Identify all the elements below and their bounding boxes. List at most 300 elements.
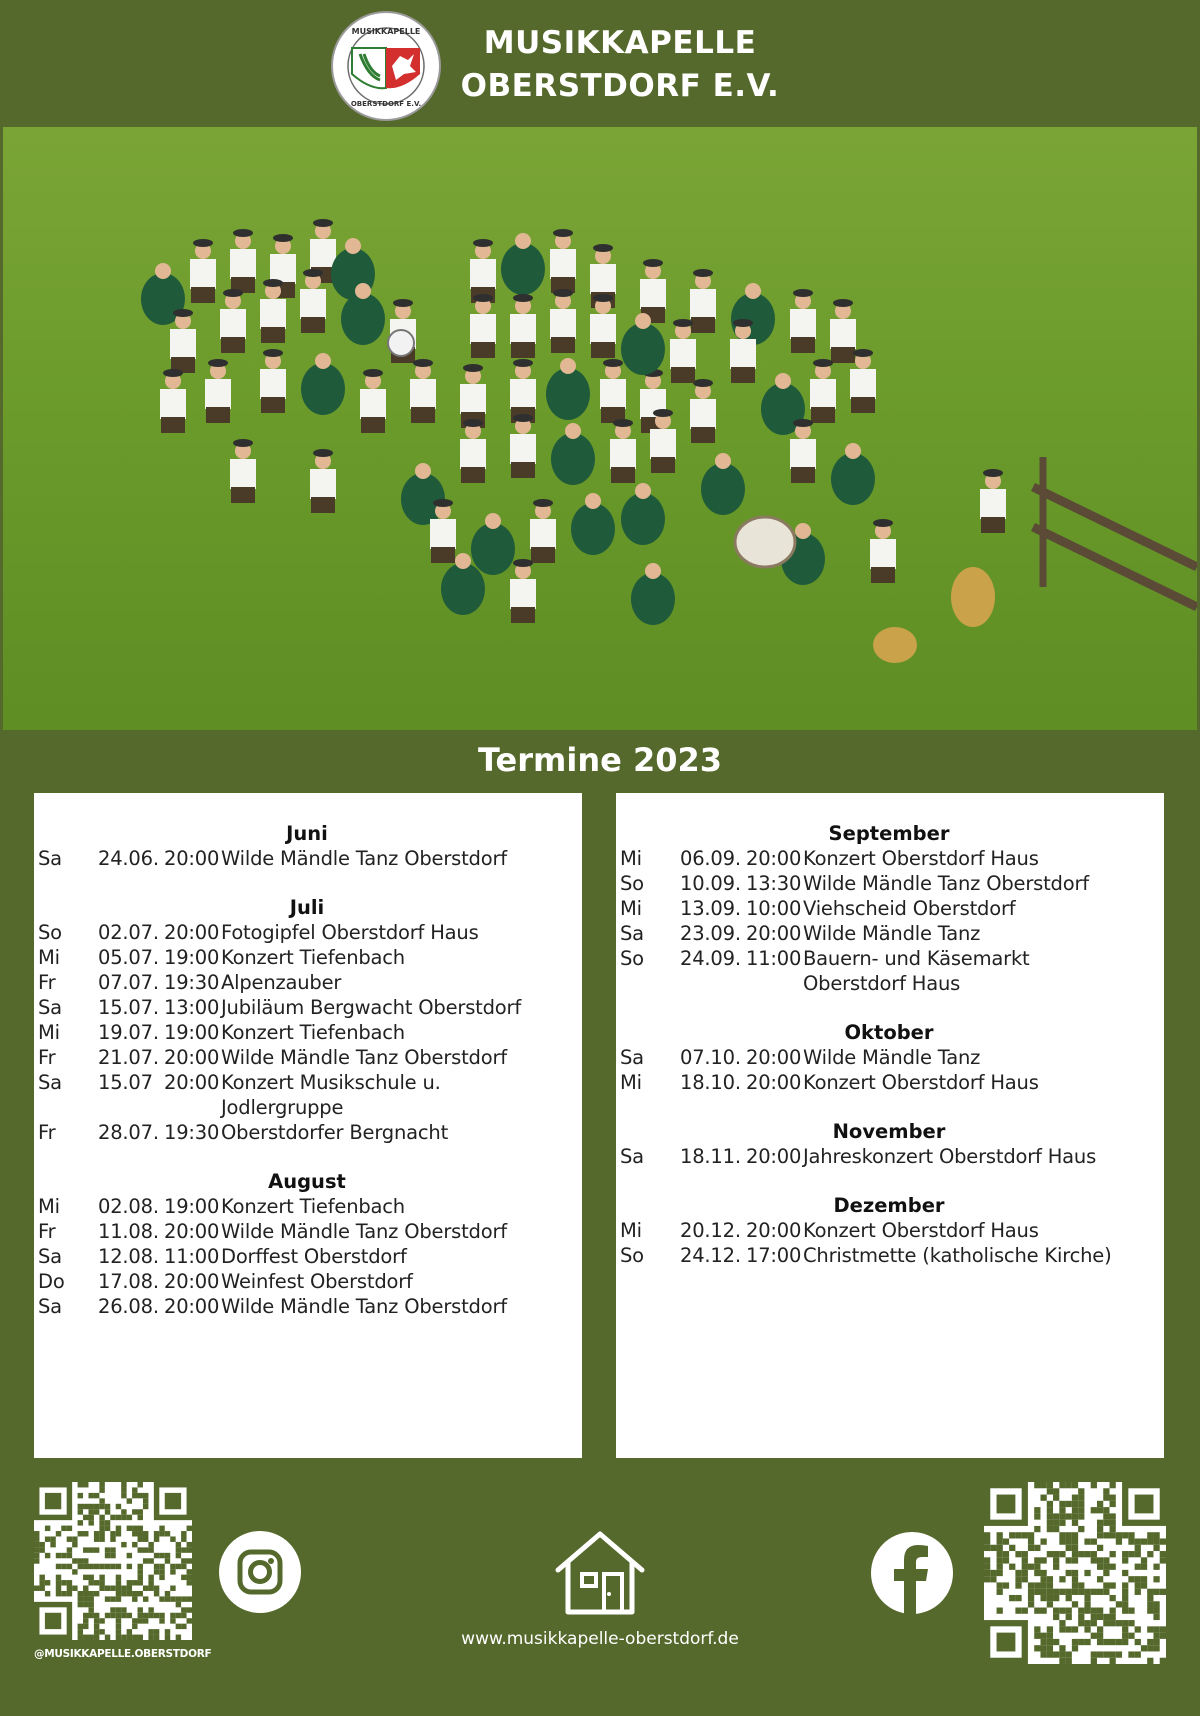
event-day: Fr bbox=[38, 1220, 56, 1243]
qr-module bbox=[1097, 1564, 1103, 1570]
qr-module bbox=[1034, 1608, 1040, 1614]
qr-module bbox=[132, 1596, 137, 1601]
event-date: 24.12. bbox=[680, 1244, 741, 1267]
qr-module bbox=[1141, 1538, 1147, 1544]
header bbox=[0, 0, 1200, 127]
qr-module bbox=[143, 1493, 148, 1498]
qr-module bbox=[1103, 1570, 1109, 1576]
qr-module bbox=[1103, 1589, 1109, 1595]
qr-module bbox=[159, 1564, 164, 1569]
event-day: Fr bbox=[38, 1046, 56, 1069]
qr-module bbox=[1072, 1482, 1078, 1488]
qr-module bbox=[1160, 1557, 1166, 1563]
qr-module bbox=[138, 1618, 143, 1623]
qr-module bbox=[1147, 1626, 1153, 1632]
event-date: 13.09. bbox=[680, 897, 741, 920]
qr-module bbox=[1015, 1582, 1021, 1588]
qr-module bbox=[83, 1618, 88, 1623]
event-date: 02.08. bbox=[98, 1195, 159, 1218]
qr-module bbox=[110, 1586, 115, 1591]
event-date: 15.07 bbox=[98, 1071, 153, 1094]
qr-module bbox=[99, 1536, 104, 1541]
qr-module bbox=[154, 1569, 159, 1574]
website-link[interactable]: www.musikkapelle-oberstdorf.de bbox=[461, 1629, 739, 1649]
qr-module bbox=[1028, 1532, 1034, 1538]
event-event: Konzert Tiefenbach bbox=[221, 946, 405, 969]
qr-module bbox=[121, 1586, 126, 1591]
qr-module bbox=[88, 1509, 93, 1514]
qr-module bbox=[1072, 1639, 1078, 1645]
qr-module bbox=[72, 1542, 77, 1547]
qr-module bbox=[127, 1613, 132, 1618]
qr-module bbox=[1160, 1658, 1166, 1664]
event-day: Do bbox=[38, 1270, 65, 1293]
qr-module bbox=[1141, 1564, 1147, 1570]
qr-module bbox=[94, 1629, 99, 1634]
qr-module bbox=[105, 1613, 110, 1618]
qr-module bbox=[105, 1635, 110, 1640]
qr-module bbox=[181, 1547, 186, 1552]
qr-module bbox=[1078, 1551, 1084, 1557]
qr-module bbox=[1110, 1482, 1116, 1488]
qr-module bbox=[187, 1526, 192, 1531]
qr-module bbox=[132, 1591, 137, 1596]
qr-module bbox=[143, 1536, 148, 1541]
qr-module bbox=[1141, 1557, 1147, 1563]
event-date: 23.09. bbox=[680, 922, 741, 945]
qr-module bbox=[143, 1596, 148, 1601]
qr-module bbox=[159, 1618, 164, 1623]
qr-module bbox=[1072, 1507, 1078, 1513]
qr-module bbox=[1059, 1532, 1065, 1538]
qr-module bbox=[1034, 1564, 1040, 1570]
qr-module bbox=[1066, 1658, 1072, 1664]
qr-module bbox=[83, 1564, 88, 1569]
event-day: Fr bbox=[38, 1121, 56, 1144]
qr-module bbox=[170, 1564, 175, 1569]
qr-module bbox=[61, 1580, 66, 1585]
qr-module bbox=[997, 1564, 1003, 1570]
qr-module bbox=[1091, 1557, 1097, 1563]
qr-module bbox=[1091, 1482, 1097, 1488]
qr-module bbox=[116, 1607, 121, 1612]
qr-module bbox=[1022, 1564, 1028, 1570]
qr-module bbox=[116, 1618, 121, 1623]
event-row bbox=[38, 1219, 576, 1244]
qr-module bbox=[56, 1580, 61, 1585]
event-row bbox=[620, 896, 1158, 921]
qr-module bbox=[1153, 1545, 1159, 1551]
qr-module bbox=[1097, 1633, 1103, 1639]
qr-module bbox=[1103, 1513, 1109, 1519]
qr-module bbox=[127, 1580, 132, 1585]
qr-module bbox=[1097, 1507, 1103, 1513]
month-heading: November bbox=[832, 1120, 946, 1143]
qr-module bbox=[997, 1551, 1003, 1557]
qr-module bbox=[1078, 1608, 1084, 1614]
qr-module bbox=[1040, 1595, 1046, 1601]
musikkapelle-emblem-icon bbox=[330, 10, 442, 122]
event-row bbox=[620, 1218, 1158, 1243]
house-icon[interactable] bbox=[552, 1528, 648, 1618]
schedule-panel-left bbox=[34, 793, 582, 1458]
event-day: Sa bbox=[38, 1245, 62, 1268]
qr-module bbox=[1110, 1658, 1116, 1664]
qr-module bbox=[127, 1629, 132, 1634]
qr-module bbox=[165, 1635, 170, 1640]
qr-module bbox=[997, 1545, 1003, 1551]
event-time: 20:00 bbox=[164, 847, 220, 870]
qr-module bbox=[83, 1575, 88, 1580]
qr-module bbox=[1072, 1545, 1078, 1551]
qr-module bbox=[1022, 1570, 1028, 1576]
qr-module bbox=[1066, 1513, 1072, 1519]
svg-text:MUSIKKAPELLE: MUSIKKAPELLE bbox=[351, 27, 421, 36]
qr-module bbox=[83, 1613, 88, 1618]
event-date: 02.07. bbox=[98, 921, 159, 944]
qr-module bbox=[997, 1538, 1003, 1544]
qr-module bbox=[78, 1558, 83, 1563]
qr-module bbox=[176, 1602, 181, 1607]
qr-module bbox=[67, 1586, 72, 1591]
qr-module bbox=[1097, 1608, 1103, 1614]
qr-module bbox=[78, 1493, 83, 1498]
qr-module bbox=[154, 1553, 159, 1558]
qr-module bbox=[88, 1635, 93, 1640]
qr-module bbox=[116, 1580, 121, 1585]
qr-module bbox=[148, 1613, 153, 1618]
qr-module bbox=[165, 1596, 170, 1601]
qr-module bbox=[1040, 1645, 1046, 1651]
qr-module bbox=[1028, 1582, 1034, 1588]
qr-module bbox=[1110, 1620, 1116, 1626]
qr-module bbox=[67, 1553, 72, 1558]
qr-module bbox=[1091, 1608, 1097, 1614]
qr-module bbox=[1122, 1557, 1128, 1563]
qr-module bbox=[1034, 1589, 1040, 1595]
qr-module bbox=[1122, 1582, 1128, 1588]
qr-module bbox=[1091, 1658, 1097, 1664]
event-time: 20:00 bbox=[164, 921, 220, 944]
qr-module bbox=[1147, 1551, 1153, 1557]
event-day: Mi bbox=[620, 897, 642, 920]
qr-module bbox=[159, 1575, 164, 1580]
qr-module bbox=[154, 1591, 159, 1596]
qr-module bbox=[121, 1542, 126, 1547]
qr-module bbox=[45, 1580, 50, 1585]
qr-module bbox=[1160, 1538, 1166, 1544]
event-day: Sa bbox=[620, 1145, 644, 1168]
qr-module bbox=[997, 1589, 1003, 1595]
event-day: Mi bbox=[620, 1071, 642, 1094]
qr-module bbox=[1047, 1482, 1053, 1488]
qr-module bbox=[132, 1542, 137, 1547]
qr-module bbox=[159, 1531, 164, 1536]
qr-module bbox=[1078, 1620, 1084, 1626]
event-time: 20:00 bbox=[746, 1071, 802, 1094]
qr-module bbox=[1128, 1620, 1134, 1626]
qr-module bbox=[1047, 1595, 1053, 1601]
qr-module bbox=[116, 1591, 121, 1596]
qr-module bbox=[1147, 1532, 1153, 1538]
qr-module bbox=[99, 1586, 104, 1591]
qr-module bbox=[1122, 1639, 1128, 1645]
month-heading: August bbox=[268, 1170, 346, 1193]
qr-module bbox=[1110, 1614, 1116, 1620]
qr-module bbox=[1072, 1551, 1078, 1557]
instagram-handle[interactable]: @MUSIKKAPELLE.OBERSTDORF bbox=[34, 1648, 212, 1660]
qr-module bbox=[138, 1575, 143, 1580]
qr-module bbox=[132, 1526, 137, 1531]
qr-module bbox=[1009, 1595, 1015, 1601]
qr-module bbox=[1053, 1595, 1059, 1601]
qr-module bbox=[1122, 1532, 1128, 1538]
qr-module bbox=[1047, 1651, 1053, 1657]
qr-module bbox=[138, 1547, 143, 1552]
qr-module bbox=[1066, 1482, 1072, 1488]
qr-module bbox=[99, 1629, 104, 1634]
event-time: 19:00 bbox=[164, 946, 220, 969]
qr-module bbox=[121, 1635, 126, 1640]
qr-module bbox=[56, 1531, 61, 1536]
qr-module bbox=[132, 1580, 137, 1585]
qr-module bbox=[165, 1629, 170, 1634]
event-date: 24.06. bbox=[98, 847, 159, 870]
qr-code-facebook[interactable] bbox=[984, 1482, 1166, 1664]
qr-module bbox=[1066, 1608, 1072, 1614]
event-date: 19.07. bbox=[98, 1021, 159, 1044]
qr-module bbox=[1091, 1620, 1097, 1626]
qr-module bbox=[127, 1526, 132, 1531]
qr-module bbox=[1135, 1589, 1141, 1595]
qr-module bbox=[1135, 1545, 1141, 1551]
qr-module bbox=[88, 1493, 93, 1498]
qr-module bbox=[1015, 1595, 1021, 1601]
qr-module bbox=[997, 1532, 1003, 1538]
qr-module bbox=[1097, 1557, 1103, 1563]
qr-module bbox=[181, 1613, 186, 1618]
qr-finder bbox=[165, 1493, 181, 1509]
event-event: Wilde Mändle Tanz bbox=[803, 922, 981, 945]
qr-module bbox=[121, 1591, 126, 1596]
qr-module bbox=[1135, 1538, 1141, 1544]
qr-module bbox=[132, 1635, 137, 1640]
qr-module bbox=[1097, 1532, 1103, 1538]
qr-module bbox=[1066, 1532, 1072, 1538]
qr-module bbox=[116, 1624, 121, 1629]
event-day: Mi bbox=[38, 946, 60, 969]
qr-module bbox=[39, 1575, 44, 1580]
qr-module bbox=[1147, 1608, 1153, 1614]
qr-module bbox=[1135, 1551, 1141, 1557]
qr-module bbox=[1097, 1520, 1103, 1526]
qr-module bbox=[1059, 1501, 1065, 1507]
qr-module bbox=[105, 1553, 110, 1558]
qr-module bbox=[1028, 1601, 1034, 1607]
month-heading: Juli bbox=[289, 896, 325, 919]
qr-module bbox=[1078, 1526, 1084, 1532]
qr-module bbox=[1040, 1495, 1046, 1501]
qr-module bbox=[1103, 1557, 1109, 1563]
qr-module bbox=[165, 1531, 170, 1536]
qr-module bbox=[67, 1536, 72, 1541]
qr-module bbox=[1147, 1658, 1153, 1664]
month-heading: Juni bbox=[286, 822, 328, 845]
qr-module bbox=[159, 1569, 164, 1574]
month-heading: Oktober bbox=[844, 1021, 934, 1044]
qr-module bbox=[1003, 1557, 1009, 1563]
qr-module bbox=[1097, 1589, 1103, 1595]
qr-module bbox=[148, 1607, 153, 1612]
qr-module bbox=[990, 1576, 996, 1582]
qr-module bbox=[116, 1531, 121, 1536]
qr-module bbox=[181, 1575, 186, 1580]
qr-module bbox=[105, 1564, 110, 1569]
event-event: Bauern- und Käsemarkt Oberstdorf Haus bbox=[803, 947, 1030, 995]
qr-module bbox=[61, 1553, 66, 1558]
event-event: Konzert Oberstdorf Haus bbox=[803, 847, 1039, 870]
qr-module bbox=[1028, 1545, 1034, 1551]
event-row bbox=[620, 1070, 1158, 1095]
qr-module bbox=[181, 1558, 186, 1563]
qr-module bbox=[61, 1591, 66, 1596]
qr-module bbox=[138, 1591, 143, 1596]
qr-module bbox=[1091, 1551, 1097, 1557]
event-event: Weinfest Oberstdorf bbox=[221, 1270, 413, 1293]
qr-module bbox=[990, 1545, 996, 1551]
qr-module bbox=[148, 1547, 153, 1552]
qr-module bbox=[132, 1618, 137, 1623]
qr-module bbox=[984, 1538, 990, 1544]
qr-module bbox=[1110, 1595, 1116, 1601]
qr-module bbox=[1053, 1495, 1059, 1501]
page-title bbox=[455, 22, 785, 108]
qr-module bbox=[138, 1482, 143, 1487]
qr-module bbox=[1147, 1601, 1153, 1607]
event-time: 20:00 bbox=[746, 922, 802, 945]
qr-module bbox=[1110, 1639, 1116, 1645]
qr-module bbox=[181, 1536, 186, 1541]
qr-module bbox=[1122, 1633, 1128, 1639]
qr-module bbox=[1059, 1658, 1065, 1664]
event-event: Konzert Oberstdorf Haus bbox=[803, 1071, 1039, 1094]
event-time: 20:00 bbox=[164, 1071, 220, 1094]
event-time: 20:00 bbox=[164, 1270, 220, 1293]
qr-module bbox=[121, 1515, 126, 1520]
qr-module bbox=[1009, 1532, 1015, 1538]
event-row bbox=[620, 946, 1158, 996]
qr-module bbox=[39, 1547, 44, 1552]
qr-module bbox=[56, 1591, 61, 1596]
qr-module bbox=[187, 1607, 192, 1612]
qr-module bbox=[170, 1536, 175, 1541]
qr-module bbox=[1053, 1520, 1059, 1526]
qr-module bbox=[1160, 1589, 1166, 1595]
qr-module bbox=[78, 1629, 83, 1634]
qr-module bbox=[170, 1569, 175, 1574]
qr-module bbox=[138, 1607, 143, 1612]
qr-module bbox=[1116, 1601, 1122, 1607]
qr-module bbox=[187, 1558, 192, 1563]
qr-module bbox=[83, 1547, 88, 1552]
facebook-icon[interactable] bbox=[870, 1531, 954, 1615]
qr-module bbox=[984, 1570, 990, 1576]
qr-module bbox=[1128, 1651, 1134, 1657]
qr-module bbox=[116, 1515, 121, 1520]
qr-module bbox=[83, 1596, 88, 1601]
qr-module bbox=[45, 1536, 50, 1541]
qr-module bbox=[1003, 1582, 1009, 1588]
qr-module bbox=[132, 1487, 137, 1492]
qr-module bbox=[1028, 1538, 1034, 1544]
qr-module bbox=[83, 1635, 88, 1640]
qr-module bbox=[1066, 1595, 1072, 1601]
qr-module bbox=[1160, 1551, 1166, 1557]
qr-module bbox=[78, 1520, 83, 1525]
qr-module bbox=[105, 1509, 110, 1514]
qr-module bbox=[1040, 1589, 1046, 1595]
qr-module bbox=[88, 1602, 93, 1607]
qr-module bbox=[984, 1532, 990, 1538]
event-date: 26.08. bbox=[98, 1295, 159, 1318]
qr-module bbox=[1091, 1589, 1097, 1595]
qr-module bbox=[170, 1596, 175, 1601]
qr-module bbox=[1128, 1608, 1134, 1614]
qr-module bbox=[1116, 1532, 1122, 1538]
event-day: Fr bbox=[38, 971, 56, 994]
qr-module bbox=[78, 1602, 83, 1607]
qr-module bbox=[1053, 1608, 1059, 1614]
qr-module bbox=[1059, 1513, 1065, 1519]
qr-module bbox=[1066, 1538, 1072, 1544]
qr-module bbox=[176, 1564, 181, 1569]
qr-module bbox=[1135, 1651, 1141, 1657]
qr-module bbox=[1053, 1551, 1059, 1557]
qr-module bbox=[1122, 1608, 1128, 1614]
qr-module bbox=[143, 1586, 148, 1591]
qr-module bbox=[1066, 1614, 1072, 1620]
qr-module bbox=[1053, 1639, 1059, 1645]
qr-module bbox=[121, 1607, 126, 1612]
qr-code-instagram[interactable] bbox=[34, 1482, 192, 1640]
qr-module bbox=[78, 1482, 83, 1487]
event-event: Wilde Mändle Tanz bbox=[803, 1046, 981, 1069]
event-day: So bbox=[620, 1244, 644, 1267]
qr-module bbox=[34, 1586, 39, 1591]
schedule-list-right bbox=[620, 821, 1158, 1268]
qr-module bbox=[1091, 1614, 1097, 1620]
qr-module bbox=[138, 1536, 143, 1541]
qr-module bbox=[1034, 1645, 1040, 1651]
qr-module bbox=[99, 1520, 104, 1525]
qr-module bbox=[72, 1569, 77, 1574]
qr-module bbox=[997, 1570, 1003, 1576]
qr-module bbox=[1072, 1557, 1078, 1563]
event-time: 11:00 bbox=[164, 1245, 220, 1268]
qr-module bbox=[1022, 1608, 1028, 1614]
qr-module bbox=[148, 1580, 153, 1585]
qr-module bbox=[1153, 1633, 1159, 1639]
qr-module bbox=[121, 1509, 126, 1514]
qr-module bbox=[997, 1557, 1003, 1563]
qr-module bbox=[1135, 1582, 1141, 1588]
qr-module bbox=[1072, 1645, 1078, 1651]
instagram-icon[interactable] bbox=[218, 1530, 302, 1614]
qr-module bbox=[72, 1586, 77, 1591]
qr-module bbox=[1053, 1651, 1059, 1657]
qr-module bbox=[39, 1580, 44, 1585]
qr-module bbox=[1153, 1626, 1159, 1632]
